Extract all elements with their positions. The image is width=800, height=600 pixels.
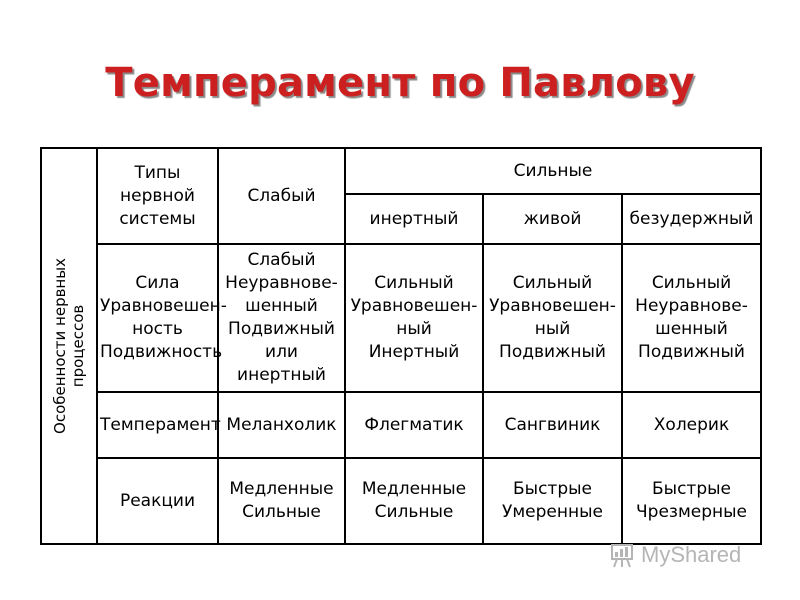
table-row-temperament xyxy=(41,392,761,458)
header-types: Типы нервной системы xyxy=(97,148,218,244)
header-strong: Сильные xyxy=(345,148,761,194)
temperament-lively: Сангвиник xyxy=(483,392,622,458)
properties-unrestrained: Сильный Неуравнове- шенный Подвижный xyxy=(622,244,761,392)
reactions-unrestrained: Быстрые Чрезмерные xyxy=(622,458,761,544)
temperament-label: Темперамент xyxy=(97,392,218,458)
properties-lively: Сильный Уравновешен- ный Подвижный xyxy=(483,244,622,392)
temperament-table xyxy=(40,147,762,545)
reactions-label: Реакции xyxy=(97,458,218,544)
reactions-lively: Быстрые Умеренные xyxy=(483,458,622,544)
header-unrestrained: безудержный xyxy=(622,194,761,244)
page-title: Темперамент по Павлову xyxy=(105,60,695,106)
header-row-top xyxy=(41,148,761,194)
temperament-inert: Флегматик xyxy=(345,392,483,458)
watermark-text: MyShared xyxy=(641,542,742,567)
table-row-reactions xyxy=(41,458,761,544)
properties-label: Сила Уравновешен- ность Подвижность xyxy=(97,244,218,392)
temperament-unrestrained: Холерик xyxy=(622,392,761,458)
side-label: Особенности нервных процессов xyxy=(51,258,87,434)
properties-inert: Сильный Уравновешен- ный Инертный xyxy=(345,244,483,392)
side-label-cell xyxy=(41,148,97,544)
reactions-inert: Медленные Сильные xyxy=(345,458,483,544)
table-row-properties xyxy=(41,244,761,392)
header-inert: инертный xyxy=(345,194,483,244)
header-lively: живой xyxy=(483,194,622,244)
temperament-weak: Меланхолик xyxy=(218,392,345,458)
properties-weak: Слабый Неуравнове- шенный Подвижный или инертный xyxy=(218,244,345,392)
header-weak: Слабый xyxy=(218,148,345,244)
watermark-logo xyxy=(609,540,741,570)
reactions-weak: Медленные Сильные xyxy=(218,458,345,544)
presentation-board-icon xyxy=(609,541,637,569)
